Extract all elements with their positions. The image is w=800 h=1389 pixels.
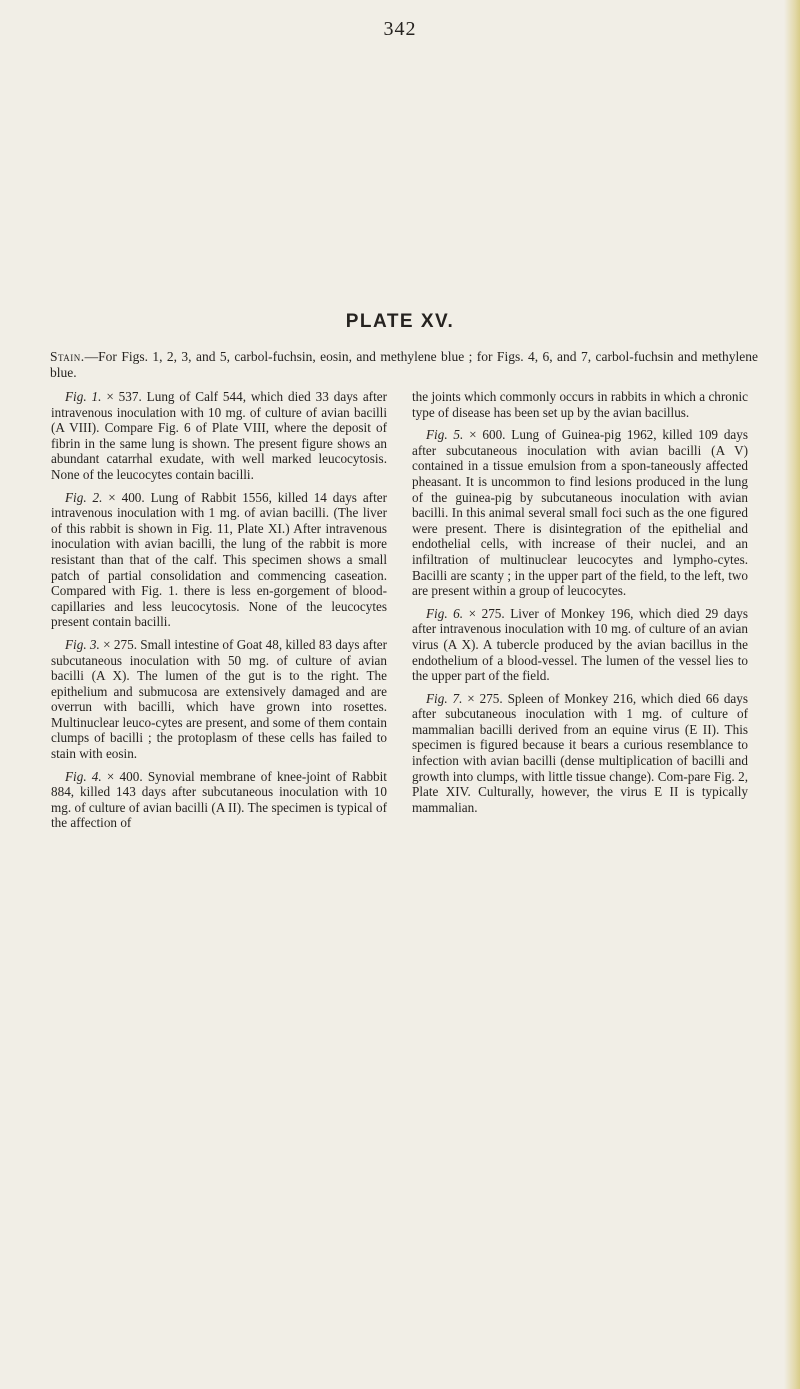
page-edge-shadow [784,0,800,1389]
caption-text: × 537. Lung of Calf 544, which died 33 days after intravenous inoculation with 10 mg. of culture of avian bacilli (A VIII). Compare Fig. 6 of Plate VIII, where the deposit of fibrin in the same lung is shown. The present figure shows an abundant catarrhal exudate, with well marked leucocytosis. None of the leucocytes contain bacilli. [51,389,387,482]
figure-label: Fig. 6. [426,605,464,621]
figure-caption-7 [412,691,748,816]
caption-text: × 400. Lung of Rabbit 1556, killed 14 days after intravenous inoculation with 1 mg. of avian bacilli. (The liver of this rabbit is shown in Fig. 11, Plate XI.) After intravenous inoculation with avian bacilli, the lung of the rabbit is more resistant than that of the calf. This specimen shows a small patch of partial consolidation and commencing caseation. Compared with Fig. 1. there is less en-gorgement of blood-capillaries and less leucocytosis. None of the leucocytes present contain bacilli. [51,489,387,630]
caption-text: the joints which commonly occurs in rabbits in which a chronic type of disease has been set up by the avian bacillus. [412,389,748,420]
caption-text: × 275. Spleen of Monkey 216, which died 66 days after subcutaneous inoculation with 1 mg. of culture of mammalian bacilli derived from an equine virus (E II). This specimen is figured because it bears a curious resemblance to infection with avian bacilli (dense multiplication of bacilli and growth into clumps, with little tissue change). Com-pare Fig. 2, Plate XIV. Culturally, however, the virus E II is typically mammalian. [412,690,748,815]
caption-text: × 600. Lung of Guinea-pig 1962, killed 109 days after subcutaneous inoculation with avian bacilli (A V) contained in a tissue emulsion from a spon-taneously affected pheasant. It is uncommon to find lesions produced in the lung of the guinea-pig by subcutaneous inoculation with avian bacilli. In this animal several small foci such as the one figured were present. There is disintegration of the epithelial and endothelial cells, with increase of their nuclei, and an infiltration of multinuclear leucocytes and lympho-cytes. Bacilli are scanty ; in the upper part of the field, to the left, two are present within a group of leucocytes. [412,427,748,599]
right-column [412,389,748,822]
figure-caption-1 [51,389,387,483]
figure-label: Fig. 4. [65,768,102,784]
caption-text: × 275. Liver of Monkey 196, which died 29 days after intravenous inoculation with 10 mg. of culture of an avian virus (A X). A tubercle produced by the avian bacillus in the endothelium of a blood-vessel. The lumen of the vessel lies to the upper part of the field. [412,605,748,684]
figure-caption-4-continued [412,389,748,420]
caption-text: × 400. Synovial membrane of knee-joint of Rabbit 884, killed 143 days after subcutaneous inoculation with 10 mg. of culture of avian bacilli (A II). The specimen is typical of the affection of [51,768,387,831]
left-column [51,389,387,838]
plate-title: PLATE XV. [345,311,455,332]
figure-caption-2 [51,490,387,630]
caption-text: × 275. Small intestine of Goat 48, killed 83 days after subcutaneous inoculation with 50 mg. of culture of avian bacilli (A X). The lumen of the gut is to the right. The epithelium and submucosa are extensively damaged and are overrun with bacilli, which have grown into rosettes. Multinuclear leuco-cytes are present, and some of them contain clumps of bacilli ; the protoplasm of these cells has failed to stain with eosin. [51,636,387,762]
figure-caption-4 [51,769,387,831]
figure-label: Fig. 3. [65,636,100,652]
stain-label: Stain. [50,349,85,364]
stain-text: —For Figs. 1, 2, 3, and 5, carbol-fuchsin, eosin, and methylene blue ; for Figs. 4, 6, and 7, carbol-fuchsin and methylene blue. [50,349,758,380]
figure-label: Fig. 5. [426,427,464,443]
figure-caption-6 [412,606,748,684]
figure-label: Fig. 2. [65,489,103,505]
figure-label: Fig. 7. [426,690,463,706]
figure-label: Fig. 1. [65,389,102,404]
figure-caption-3 [51,637,387,762]
page-number: 342 [383,18,417,40]
figure-caption-5 [412,427,748,599]
stain-note [50,349,758,381]
